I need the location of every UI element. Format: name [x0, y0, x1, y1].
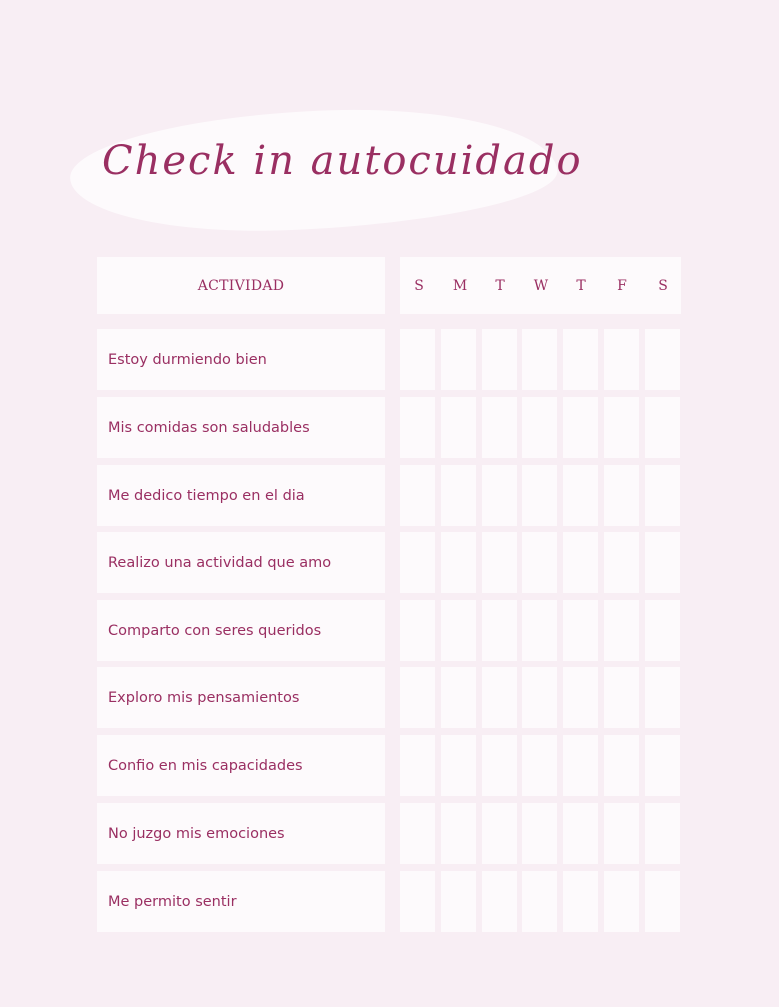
check-box-saturday[interactable] [645, 803, 680, 864]
check-box-thursday[interactable] [563, 397, 598, 458]
check-box-friday[interactable] [604, 803, 639, 864]
day-header-thursday: T [576, 277, 586, 294]
day-header-saturday: S [658, 277, 668, 294]
check-box-friday[interactable] [604, 329, 639, 390]
check-box-tuesday[interactable] [482, 600, 517, 661]
activity-row-label: Estoy durmiendo bien [97, 329, 385, 390]
check-box-monday[interactable] [441, 735, 476, 796]
check-box-thursday[interactable] [563, 329, 598, 390]
check-box-wednesday[interactable] [522, 397, 557, 458]
page-title: Check in autocuidado [102, 138, 583, 184]
check-box-monday[interactable] [441, 600, 476, 661]
check-box-sunday[interactable] [400, 465, 435, 526]
check-box-friday[interactable] [604, 667, 639, 728]
check-box-tuesday[interactable] [482, 735, 517, 796]
check-box-friday[interactable] [604, 532, 639, 593]
check-box-wednesday[interactable] [522, 803, 557, 864]
check-box-sunday[interactable] [400, 667, 435, 728]
check-box-tuesday[interactable] [482, 397, 517, 458]
check-box-friday[interactable] [604, 735, 639, 796]
day-header-wednesday: W [533, 277, 549, 294]
activity-row-label: Me dedico tiempo en el dia [97, 465, 385, 526]
check-box-monday[interactable] [441, 803, 476, 864]
check-box-sunday[interactable] [400, 600, 435, 661]
day-header-sunday: S [414, 277, 424, 294]
activity-row-label: Me permito sentir [97, 871, 385, 932]
check-box-thursday[interactable] [563, 803, 598, 864]
check-box-wednesday[interactable] [522, 667, 557, 728]
check-box-monday[interactable] [441, 667, 476, 728]
check-box-saturday[interactable] [645, 532, 680, 593]
check-box-monday[interactable] [441, 871, 476, 932]
day-header-tuesday: T [495, 277, 505, 294]
check-box-saturday[interactable] [645, 667, 680, 728]
activity-row-label: Exploro mis pensamientos [97, 667, 385, 728]
check-box-sunday[interactable] [400, 532, 435, 593]
check-box-thursday[interactable] [563, 871, 598, 932]
check-box-saturday[interactable] [645, 600, 680, 661]
check-box-tuesday[interactable] [482, 871, 517, 932]
check-box-sunday[interactable] [400, 329, 435, 390]
check-box-tuesday[interactable] [482, 465, 517, 526]
check-box-sunday[interactable] [400, 397, 435, 458]
check-box-thursday[interactable] [563, 465, 598, 526]
check-box-wednesday[interactable] [522, 735, 557, 796]
check-box-monday[interactable] [441, 465, 476, 526]
check-box-friday[interactable] [604, 600, 639, 661]
check-box-monday[interactable] [441, 397, 476, 458]
check-box-wednesday[interactable] [522, 600, 557, 661]
activity-row-label: Mis comidas son saludables [97, 397, 385, 458]
check-box-wednesday[interactable] [522, 329, 557, 390]
check-box-tuesday[interactable] [482, 532, 517, 593]
day-header-friday: F [617, 277, 627, 294]
day-header-monday: M [452, 277, 468, 294]
check-box-sunday[interactable] [400, 871, 435, 932]
activity-column-header [97, 257, 385, 314]
check-box-wednesday[interactable] [522, 532, 557, 593]
check-box-tuesday[interactable] [482, 667, 517, 728]
check-box-sunday[interactable] [400, 735, 435, 796]
check-box-tuesday[interactable] [482, 803, 517, 864]
check-box-saturday[interactable] [645, 329, 680, 390]
check-box-monday[interactable] [441, 532, 476, 593]
days-column-header [400, 257, 681, 314]
check-box-monday[interactable] [441, 329, 476, 390]
activity-row-label: Realizo una actividad que amo [97, 532, 385, 593]
activity-header-label: ACTIVIDAD [197, 277, 285, 294]
check-box-friday[interactable] [604, 465, 639, 526]
activity-row-label: No juzgo mis emociones [97, 803, 385, 864]
check-box-saturday[interactable] [645, 397, 680, 458]
check-box-thursday[interactable] [563, 600, 598, 661]
check-box-wednesday[interactable] [522, 871, 557, 932]
activity-row-label: Confio en mis capacidades [97, 735, 385, 796]
activity-row-label: Comparto con seres queridos [97, 600, 385, 661]
check-box-wednesday[interactable] [522, 465, 557, 526]
check-box-thursday[interactable] [563, 532, 598, 593]
check-box-saturday[interactable] [645, 465, 680, 526]
check-box-tuesday[interactable] [482, 329, 517, 390]
check-box-saturday[interactable] [645, 735, 680, 796]
check-box-sunday[interactable] [400, 803, 435, 864]
check-box-thursday[interactable] [563, 735, 598, 796]
check-box-saturday[interactable] [645, 871, 680, 932]
check-box-thursday[interactable] [563, 667, 598, 728]
check-box-friday[interactable] [604, 397, 639, 458]
check-box-friday[interactable] [604, 871, 639, 932]
